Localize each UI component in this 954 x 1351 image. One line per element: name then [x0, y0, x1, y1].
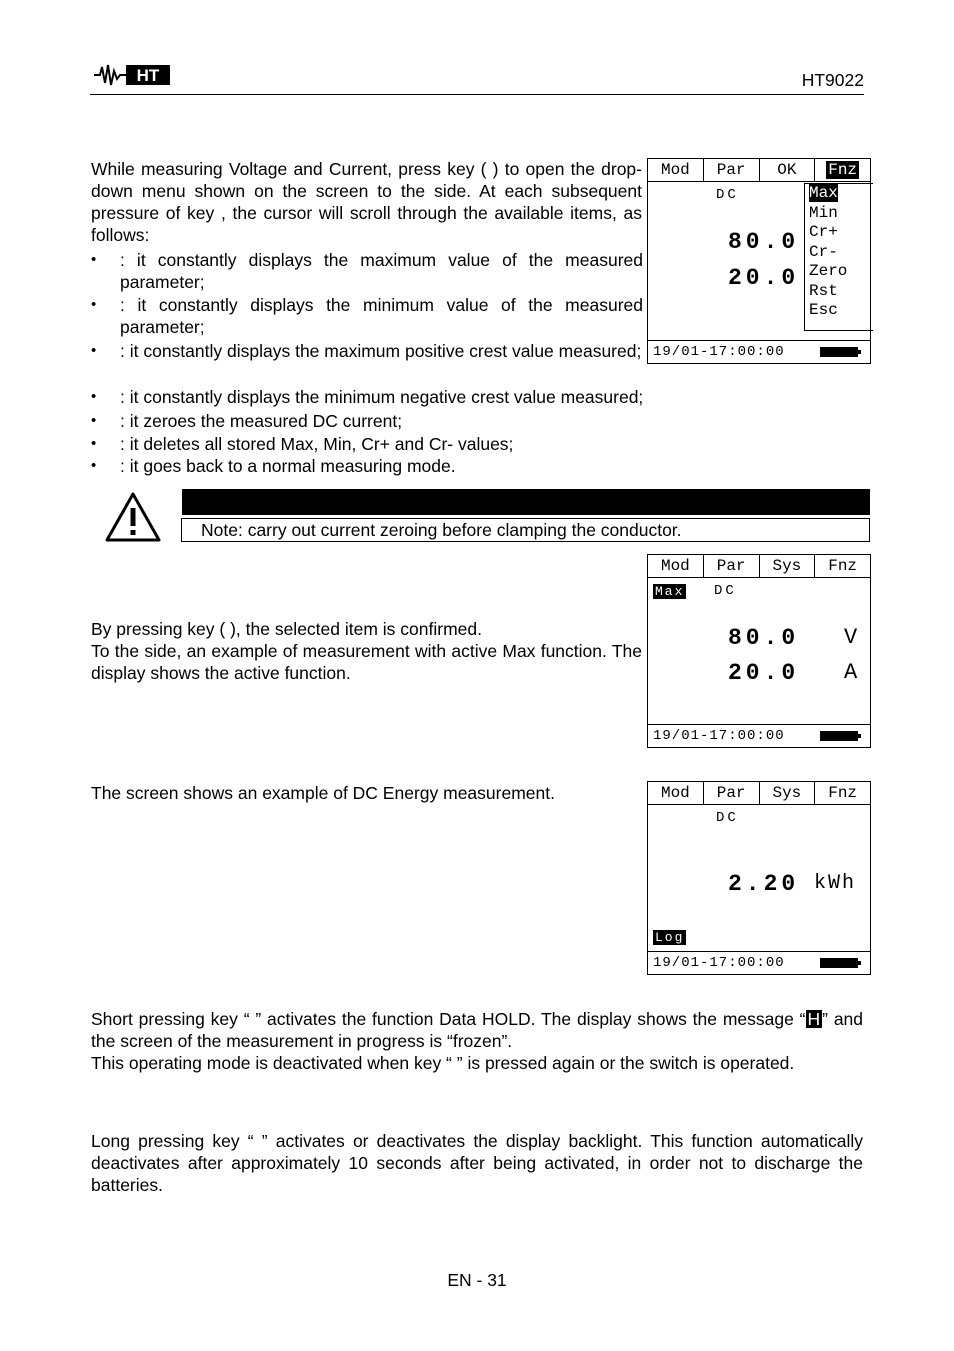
energy-paragraph: [91, 782, 642, 804]
header-rule: [90, 94, 864, 95]
menu-fnz: Fnz: [828, 784, 858, 802]
list-item: • : it constantly displays the maximum value of the measured parameter;: [91, 250, 643, 292]
function-dropdown: [804, 183, 873, 331]
lcd-footer: [648, 724, 870, 747]
warning-icon: [104, 491, 162, 543]
lcd-menubar: [648, 555, 870, 578]
lcd-screen-energy: [647, 781, 871, 975]
menu-par: Par: [704, 782, 760, 804]
dropdown-item-rst: Rst: [809, 281, 838, 300]
battery-icon: [820, 347, 858, 357]
backlight-paragraph: [91, 1130, 863, 1196]
reading-voltage: 80.0: [728, 229, 800, 255]
menu-mod: Mod: [648, 555, 704, 577]
dropdown-item-esc: Esc: [809, 301, 838, 319]
menu-sys: Sys: [760, 555, 816, 577]
battery-icon: [820, 958, 858, 968]
lcd-screen-dropdown: [647, 158, 871, 364]
warning-note-text: Note: carry out current zeroing before clamping the conductor.: [201, 520, 682, 540]
list-item: • : it constantly displays the maximum positive crest value measured;: [91, 340, 651, 362]
unit-voltage: V: [844, 625, 858, 650]
dc-label: DC: [716, 187, 739, 203]
list-item: • : it constantly displays the minimum negative crest value measured;: [91, 386, 791, 408]
unit-current: A: [844, 660, 858, 685]
bullet-crplus: : it constantly displays the maximum positive crest value measured;: [120, 341, 642, 361]
hold-paragraph: [91, 1008, 863, 1074]
page-number: EN - 31: [447, 1270, 507, 1290]
menu-fnz: Fnz: [828, 557, 858, 575]
lcd-screen-max: [647, 554, 871, 748]
active-function-tag: Max: [655, 584, 685, 599]
bullet-crminus: : it constantly displays the minimum negative crest value measured;: [120, 387, 644, 407]
list-item: • : it zeroes the measured DC current;: [91, 410, 791, 432]
model-name: HT9022: [801, 70, 864, 90]
ht-logo: [92, 62, 172, 88]
hold-text: Short pressing key “ ” activates the function Data HOLD. The display shows the message “ H ” and the screen of the measurement in progress is “frozen”.: [91, 1009, 864, 1051]
menu-par: Par: [704, 159, 760, 181]
dropdown-item-min: Min: [809, 203, 838, 222]
list-item: • : it constantly displays the minimum value of the measured parameter;: [91, 295, 643, 337]
dc-label: DC: [716, 810, 739, 826]
menu-mod: Mod: [648, 159, 704, 181]
intro-text: While measuring Voltage and Current, press key ( ) to open the drop-down menu shown on the screen to the side. At each subsequent pressure of key , the cursor will scroll through the available items, as follows:: [91, 159, 642, 245]
dropdown-item-zero: Zero: [809, 262, 848, 280]
bullet-esc: : it goes back to a normal measuring mode.: [120, 456, 456, 476]
logo-text: HT: [136, 66, 160, 85]
menu-mod: Mod: [648, 782, 704, 804]
list-item: • : it goes back to a normal measuring mode.: [91, 455, 791, 477]
battery-icon: [820, 731, 858, 741]
reading-current: 20.0: [728, 265, 800, 291]
dropdown-item-crminus: Cr-: [809, 242, 838, 261]
menu-fnz: Fnz: [828, 161, 858, 179]
example-line: To the side, an example of measurement with active Max function. The display shows the active function.: [91, 641, 642, 683]
lcd-menubar: [648, 159, 870, 182]
menu-ok: OK: [760, 159, 816, 181]
warning-note: [181, 518, 870, 542]
reading-energy: 2.20: [728, 871, 800, 897]
bullet-max: : it constantly displays the maximum value of the measured parameter;: [120, 250, 643, 292]
bullet-zero: : it zeroes the measured DC current;: [120, 411, 403, 431]
menu-par: Par: [704, 555, 760, 577]
unit-energy: kWh: [814, 872, 857, 895]
confirm-line: By pressing key ( ), the selected item is confirmed.: [91, 619, 482, 639]
list-item: • : it deletes all stored Max, Min, Cr+ and Cr- values;: [91, 433, 791, 455]
lcd-footer: [648, 951, 870, 974]
lcd-footer: [648, 340, 870, 363]
dropdown-item-crplus: Cr+: [809, 223, 838, 241]
datetime: 19/01-17:00:00: [653, 955, 785, 971]
datetime: 19/01-17:00:00: [653, 728, 785, 744]
intro-paragraph: [91, 158, 642, 246]
menu-sys: Sys: [760, 782, 816, 804]
dc-label: DC: [714, 583, 737, 599]
energy-text: The screen shows an example of DC Energy measurement.: [91, 783, 555, 803]
reading-voltage: 80.0: [728, 625, 800, 651]
log-tag: Log: [655, 930, 685, 945]
hold-symbol: H: [807, 1009, 821, 1029]
lcd-menubar: [648, 782, 870, 805]
dropdown-item-max: Max: [809, 184, 838, 202]
bullet-min: : it constantly displays the minimum value of the measured parameter;: [120, 295, 643, 337]
bullet-rst: : it deletes all stored Max, Min, Cr+ and Cr- values;: [120, 434, 514, 454]
warning-title-bar: [182, 489, 870, 515]
datetime: 19/01-17:00:00: [653, 344, 785, 360]
hold-deactivate-text: This operating mode is deactivated when key “ ” is pressed again or the switch is operated.: [91, 1053, 795, 1073]
reading-current: 20.0: [728, 660, 800, 686]
backlight-text: Long pressing key “ ” activates or deactivates the display backlight. This function automatically deactivates after approximately 10 seconds after being activated, in order not to discharge the batteries.: [91, 1131, 863, 1195]
confirm-paragraph: [91, 618, 642, 684]
